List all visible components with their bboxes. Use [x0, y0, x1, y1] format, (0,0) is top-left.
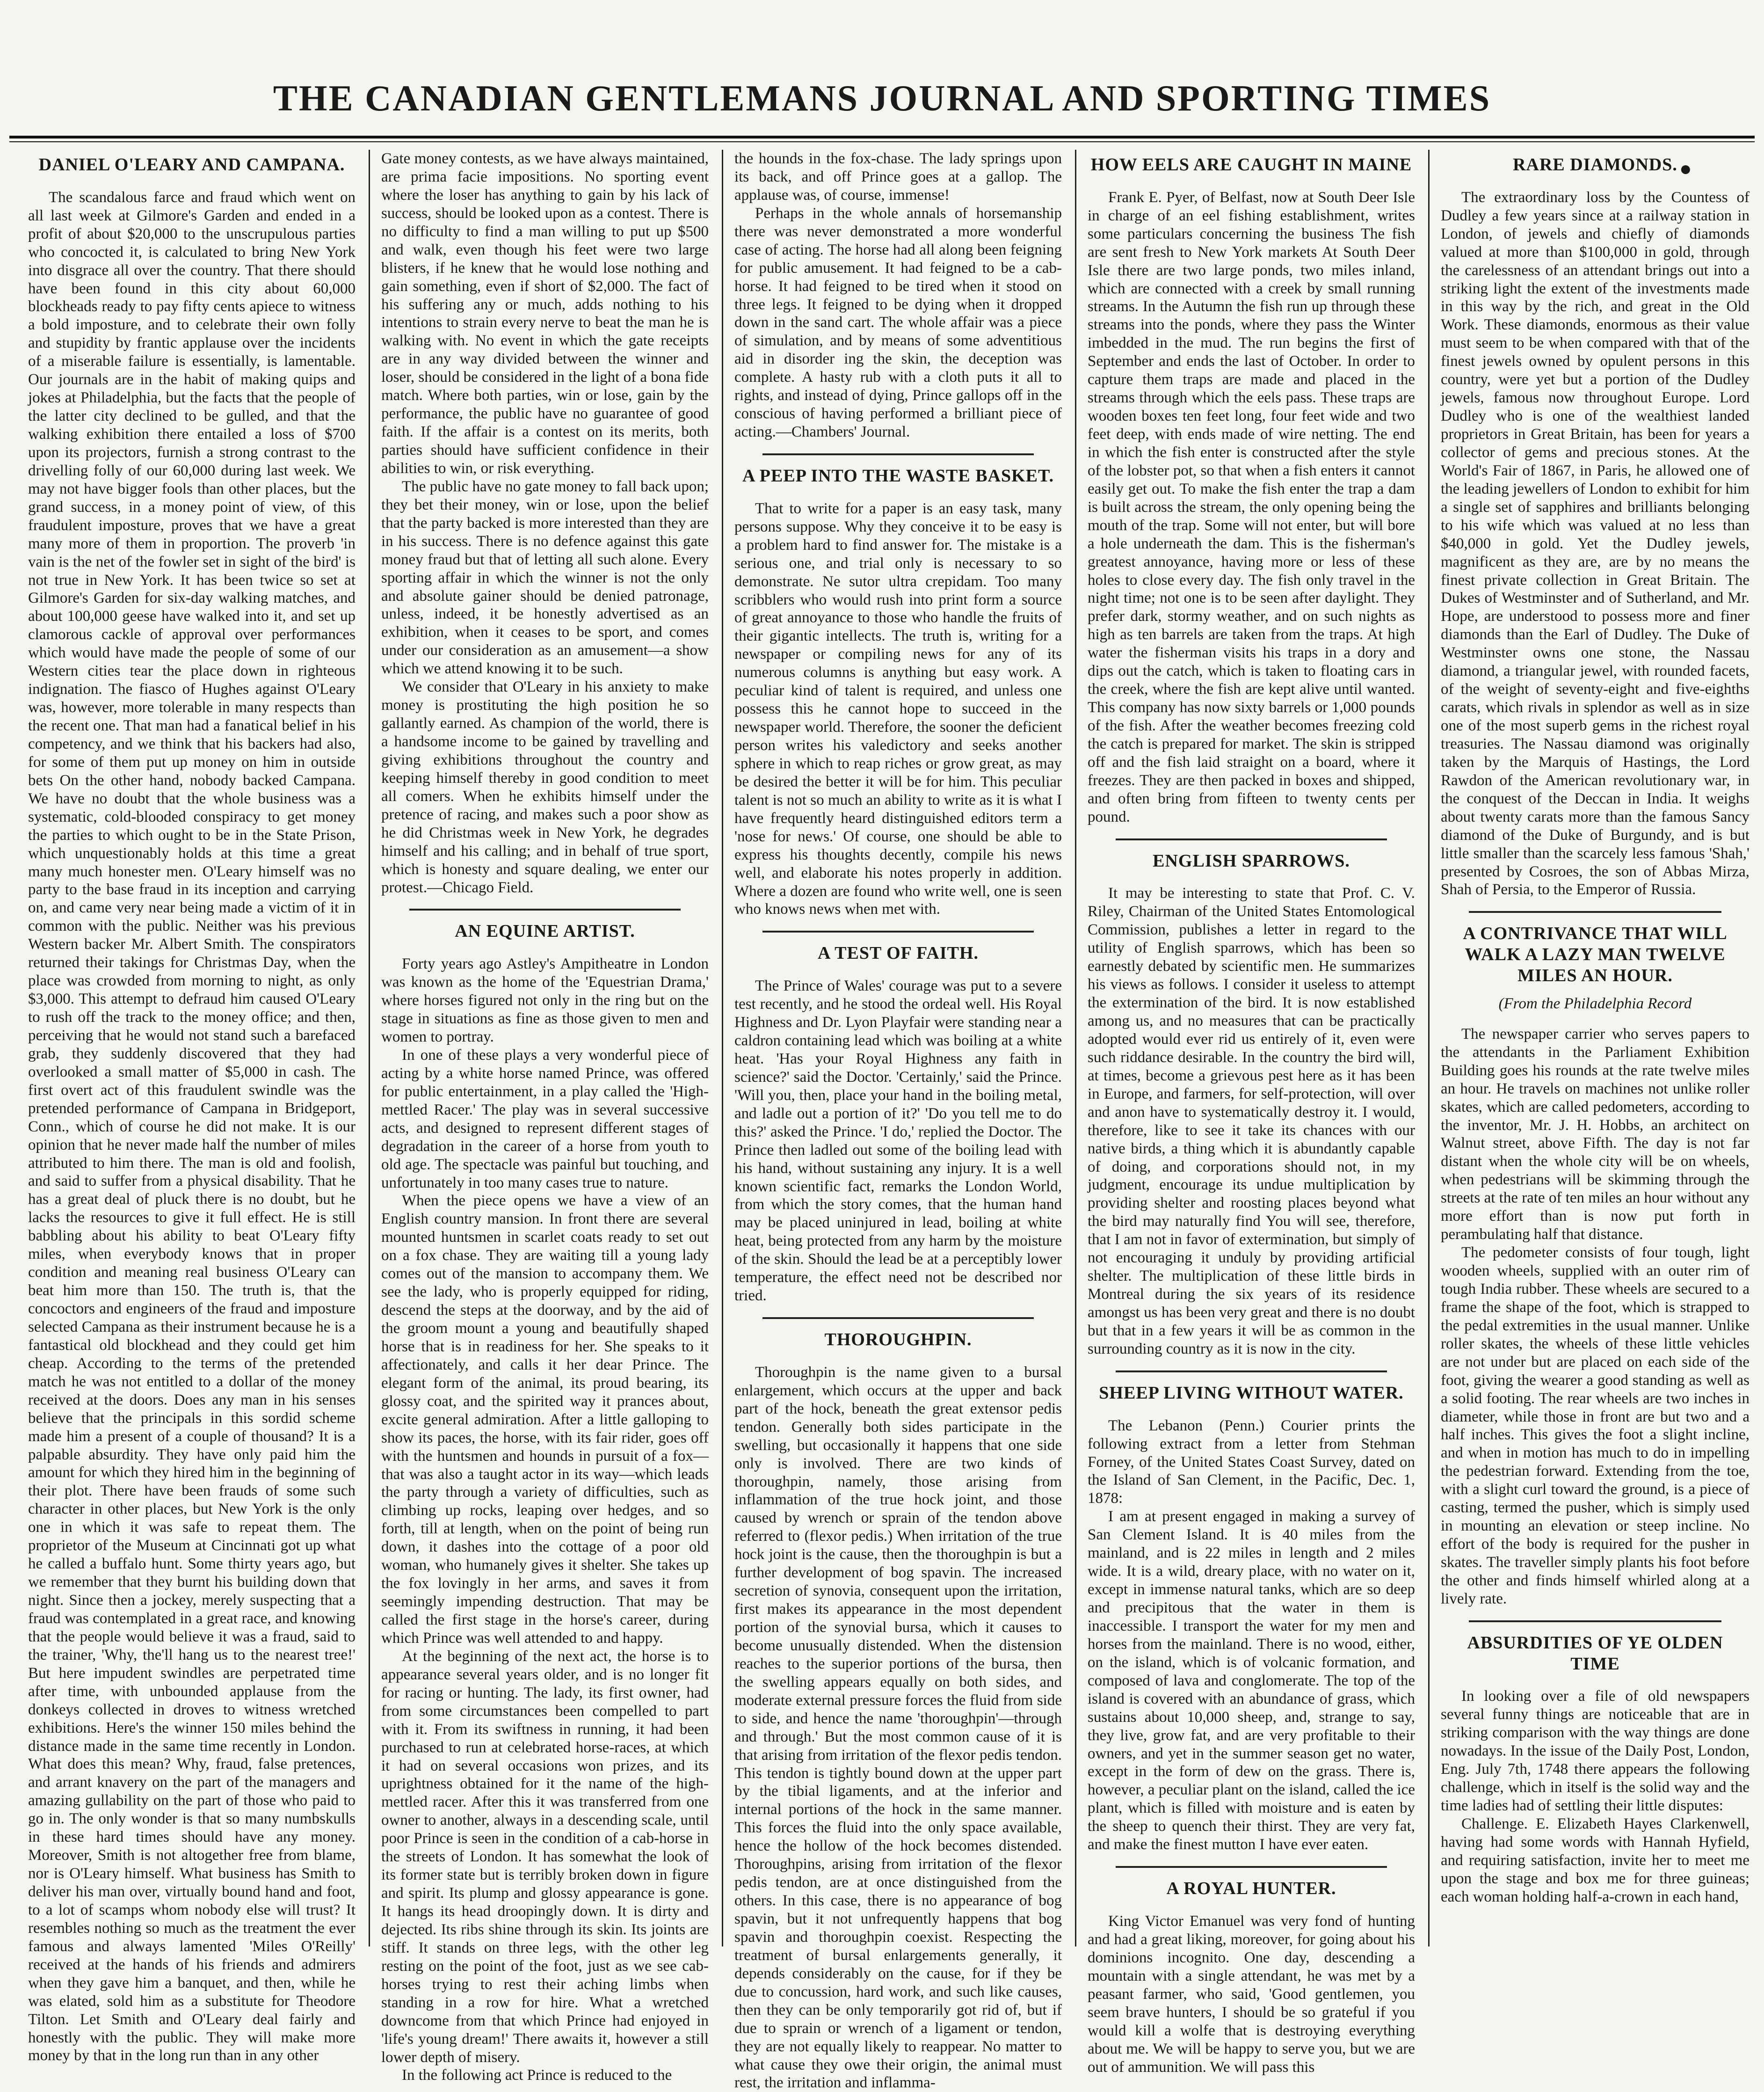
article-paragraph: Perhaps in the whole annals of horsemanship there was never demonstrated a more wonderful case of acting. The horse had all along been feigning for public amusement. It had feigned to be a cab-horse. It had feigned to be tired when it stood on three legs. It feigned to be dying when it dropped down in the sand cart. The whole affair was a piece of simulation, and by means of some adventitious aid in disorder ing the skin, the deception was complete. A hasty rub with a cloth puts it all to rights, and instead of dying, Prince gallops off in the conscious of having performed a brilliant piece of acting.—Chambers' Journal. [734, 204, 1062, 441]
article-separator [1116, 838, 1387, 840]
column-divider [369, 150, 370, 1946]
article-heading: RARE DIAMONDS. [1513, 155, 1677, 175]
article-paragraph: The Prince of Wales' courage was put to a severe test recently, and he stood the ordeal well. His Royal Highness and Dr. Lyon Playfair were standing near a caldron containing lead which was boiling at a white heat. 'Has your Royal Highness any faith in science?' said the Doctor. 'Certainly,' said the Prince. 'Will you, then, place your hand in the boiling metal, and ladle out a portion of it?' 'Do you tell me to do this?' asked the Prince. 'I do,' replied the Doctor. The Prince then ladled out some of the boiling lead with his hand, without sustaining any injury. It is a well known scientific fact, remarks the London World, from which the story comes, that the human hand may be placed uninjured in lead, boiling at white heat, being protected from any harm by the moisture of the skin. Should the lead be at a perceptibly lower temperature, the effect need not be described nor tried. [734, 977, 1062, 1305]
column-1 [28, 150, 356, 2064]
article-heading: A ROYAL HUNTER. [1166, 1879, 1336, 1899]
article-paragraph: At the beginning of the next act, the horse is to appearance several years older, and is no longer fit for racing or hunting. The lady, its first owner, had from some circumstances been compelled to part with it. From its swiftness in running, it had been purchased to run at celebrated horse-races, at which it had on several occasions won prizes, and its uprightness obtained for it the name of the high-mettled racer. After this it was transferred from one owner to another, always in a descending scale, until poor Prince is seen in the condition of a cab-horse in the streets of London. It has somewhat the look of its former state but is terribly broken down in figure and spirit. Its plump and glossy appearance is gone. It hangs its head droopingly down. It is dirty and dejected. Its ribs shine through its skin. Its joints are stiff. It stands on three legs, with the other leg resting on the point of the foot, just as we see cab-horses trying to rest their aching limbs when standing in a row for hire. What a wretched downcome from that which Prince had enjoyed in 'life's young dream!' There awaits it, however a still lower depth of misery. [381, 1647, 709, 2066]
column-2 [381, 150, 709, 2084]
article-heading: A CONTRIVANCE THAT WILL WALK A LAZY MAN TWELVE MILES AN HOUR. [1463, 924, 1728, 986]
article-separator [409, 909, 681, 911]
article-paragraph: That to write for a paper is an easy task, many persons suppose. Why they conceive it to be easy is a problem hard to find answer for. The mistake is a serious one, and trial only is necessary to so demonstrate. Ne sutor ultra crepidam. Too many scribblers who would rush into print form a source of great annoyance to those who handle the fruits of their gigantic intellects. The truth is, writing for a newspaper or compiling news for any of its numerous columns is anything but easy work. A peculiar kind of talent is required, and unless one possess this he cannot hope to succeed in the newspaper world. Therefore, the sooner the deficient person writes his valedictory and seeks another sphere in which to reap riches or grow great, as may be desired the better it will be for him. This peculiar talent is not so much an ability to write as it is what I have frequently heard distinguished editors term a 'nose for news.' Of course, one should be able to express his thoughts decently, compile his news well, and elaborate his notes properly in addition. Where a dozen are found who write well, one is seen who knows news when met with. [734, 500, 1062, 918]
article-paragraph: Challenge. E. Elizabeth Hayes Clarkenwell, having had some words with Hannah Hyfield, and requiring satisfaction, invite her to meet me upon the stage and box me for three guineas; each woman holding half-a-crown in each hand, [1441, 1815, 1749, 1905]
column-divider [1075, 150, 1076, 1946]
article-separator [1469, 1620, 1721, 1622]
masthead: THE CANADIAN GENTLEMANS JOURNAL AND SPORTING TIMES [273, 78, 1491, 118]
article-paragraph: When the piece opens we have a view of an English country mansion. In front there are several mounted huntsmen in scarlet coats ready to set out on a fox chase. They are waiting till a young lady comes out of the mansion to accompany them. We see the lady, who is properly equipped for riding, descend the steps at the doorway, and by the aid of the groom mount a young and beautifully shaped horse that is in readiness for her. She speaks to it affectionately, and calls it her dear Prince. The elegant form of the animal, its proud bearing, its glossy coat, and the spirited way it prances about, excite general admiration. After a little galloping to show its paces, the horse, with its fair rider, goes off with the huntsmen and hounds in pursuit of a fox—that was also a taught actor in its way—which leads the party through a variety of difficulties, such as climbing up rocks, leaping over hedges, and so forth, till at length, when on the point of being run down, it dashes into the cottage of a poor old woman, who humanely gives it shelter. She takes up the fox lovingly in her arms, and saves it from seemingly impending destruction. That may be called the first stage in the horse's career, during which Prince was well attended to and happy. [381, 1192, 709, 1647]
article-paragraph: In the following act Prince is reduced to the [402, 2067, 672, 2084]
article-separator [762, 1317, 1034, 1319]
column-3 [734, 150, 1062, 2092]
article-paragraph: The Lebanon (Penn.) Courier prints the following extract from a letter from Stehman Forney, of the United States Coast Survey, dated on the Island of San Clement, in the Pacific, Dec. 1, 1878: [1088, 1417, 1415, 1507]
article-paragraph: In one of these plays a very wonderful piece of acting by a white horse named Prince, was offered for public entertainment, in a play called the 'High-mettled Racer.' The play was in several successive acts, and designed to represent different stages of degradation in the career of a horse from youth to old age. The spectacle was painful but touching, and unfortunately in too many cases true to nature. [381, 1046, 709, 1191]
article-paragraph: King Victor Emanuel was very fond of hunting and had a great liking, moreover, for going about his dominions incognito. One day, descending a mountain with a single attendant, he was met by a peasant farmer, who said, 'Good gentlemen, you seem brave hunters, I should be so grateful if you would kill a wolfe that is destroying everything about me. We will be happy to serve you, but we are out of ammunition. We will pass this [1088, 1913, 1415, 2076]
article-paragraph: the hounds in the fox-chase. The lady springs upon its back, and off Prince goes at a gallop. The applause was, of course, immense! [734, 150, 1062, 204]
article-heading: ENGLISH SPARROWS. [1153, 851, 1350, 871]
article-separator [762, 931, 1034, 933]
column-divider [722, 150, 723, 1946]
article-heading: A PEEP INTO THE WASTE BASKET. [742, 466, 1054, 486]
article-separator [762, 453, 1034, 455]
article-paragraph: In looking over a file of old newspapers several funny things are noticeable that are in striking comparison with the way things are done nowadays. In the issue of the Daily Post, London, Eng. July 7th, 1748 there appears the following challenge, which in itself is the solid way and the time ladies had of settling their little disputes: [1441, 1688, 1749, 1815]
article-heading: SHEEP LIVING WITHOUT WATER. [1099, 1383, 1404, 1403]
article-source: (From the Philadelphia Record [1498, 995, 1692, 1012]
article-separator [1469, 911, 1721, 913]
masthead-rule [9, 136, 1755, 142]
article-separator [1116, 1866, 1387, 1868]
article-heading: THOROUGHPIN. [824, 1330, 972, 1350]
article-paragraph: The pedometer consists of four tough, light wooden wheels, supplied with an outer rim of tough India rubber. These wheels are secured to a frame the shape of the foot, which is strapped to the pedal extremities in the usual manner. Unlike roller skates, the wheels of these little vehicles are not under but are placed on each side of the foot, giving the wearer a good standing as well as a solid footing. The rear wheels are two inches in diameter, while those in front are but two and a half inches. This gives the foot a slight incline, and when in motion has much to do in impelling the pedestrian forward. Extending from the toe, with a slight curl toward the ground, is a piece of casting, termed the pusher, which is simply used in mounting an elevation or steep incline. No effort of the body is required for the pusher in skates. The traveller simply plants his foot before the other and finds himself whirled along at a lively rate. [1441, 1244, 1749, 1607]
ink-spot-mark: ● [1679, 157, 1692, 180]
article-heading: A TEST OF FAITH. [817, 943, 979, 963]
article-paragraph: Gate money contests, as we have always maintained, are prima facie impositions. No sporting event where the loser has anything to gain by his lack of success, should be looked upon as a contest. There is no difficulty to find a man willing to put up $500 and walk, even though his feet were two large blisters, if he knew that he would lose nothing and gain something, even if short of $2,000. The fact of his suffering any or much, adds nothing to his intentions to strain every nerve to beat the man he is walking with. No event in which the gate receipts are in any way divided between the winner and loser, should be considered in the light of a bona fide match. Where both parties, win or lose, gain by the performance, the public have no guarantee of good faith. If the affair is a contest on its merits, both parties should have sufficient confidence in their abilities to win, or risk everything. [381, 150, 709, 477]
article-paragraph: Forty years ago Astley's Ampitheatre in London was known as the home of the 'Equestrian Drama,' where horses figured not only in the ring but on the stage in situations as fine as those given to men and women to portray. [381, 955, 709, 1046]
article-paragraph: It may be interesting to state that Prof. C. V. Riley, Chairman of the United States Entomological Commission, publishes a letter in regard to the utility of English sparrows, which has been so earnestly debated by scientific men. He summarizes his views as follows. I consider it useless to attempt the extermination of the bird. It is now established among us, and no measures that can be practically adopted would ever rid us entirely of it, even were such riddance desirable. In the country the bird will, at times, become a grievous pest here as it has been in Europe, and farmers, for self-protection, will over and anon have to systematically destroy it. I would, therefore, like to see it take its chances with our native birds, a thing which it is abundantly capable of doing, and corporations should not, in my judgment, encourage its undue multiplication by providing shelter and roosting places beyond what the bird may naturally find You will see, therefore, that I am not in favor of extermination, but simply of not encouraging it unduly by providing artificial shelter. The multiplication of these little birds in Montreal during the six years of its residence amongst us has been very great and there is no doubt but that in a few years it will be as common in the surrounding country as it is now in the city. [1088, 885, 1415, 1357]
column-5 [1441, 150, 1749, 1946]
article-paragraph: The public have no gate money to fall back upon; they bet their money, win or lose, upon the belief that the party backed is more interested than they are in his success. There is no defence against this gate money fraud but that of letting all such alone. Every sporting affair in which the winner is not the only and absolute gainer should be denied patronage, unless, indeed, it be honestly advertised as an exhibition, when it ceases to be sport, and comes under our consideration as an amusement—a show which we attend knowing it to be such. [381, 478, 709, 678]
article-heading: DANIEL O'LEARY AND CAMPANA. [38, 155, 345, 175]
article-paragraph: The newspaper carrier who serves papers to the attendants in the Parliament Exhibition Building goes his rounds at the rate twelve miles an hour. He travels on machines not unlike roller skates, which are called pedometers, according to the inventor, Mr. J. H. Hobbs, an architect on Walnut street, above Fifth. The day is not far distant when the whole city will be on wheels, when pedestrians will be skimming through the streets at the rate of ten miles an hour without any more effort than is now put forth in perambulating half that distance. [1441, 1025, 1749, 1243]
article-heading: ABSURDITIES OF YE OLDEN TIME [1467, 1633, 1723, 1674]
article-paragraph: Thoroughpin is the name given to a bursal enlargement, which occurs at the upper and back part of the hock, beneath the great extensor pedis tendon. Generally both sides participate in the swelling, but occasionally it happens that one side only is involved. There are two kinds of thoroughpin, namely, those arising from inflammation of the true hock joint, and those caused by wrench or sprain of the tendon above referred to (flexor pedis.) When irritation of the true hock joint is the cause, then the thoroughpin is but a further development of bog spavin. The increased secretion of synovia, consequent upon the irritation, first makes its appearance in the most dependent portion of the synovial bursa, which it causes to become unusually distended. When the distension reaches to the superior portions of the bursa, then the swelling appears equally on both sides, and moderate external pressure forces the fluid from side to side, and hence the name 'thoroughpin'—through and through.' But the most common cause of it is that arising from irritation of the flexor pedis tendon. This tendon is tightly bound down at the upper part by the tibial ligaments, and at the inferior and internal portions of the hock in the same manner. This forces the fluid into the only space available, hence the hollow of the hock becomes distended. Thoroughpins, arising from irritation of the flexor pedis tendon, are at once distinguished from the others. In this case, there is no appearance of bog spavin, but it not unfrequently happens that bog spavin and thoroughpin coexist. Respecting the treatment of bursal enlargements generally, it depends considerably on the cause, for if they be due to concussion, hard work, and such like causes, then they can be only temporarily got rid of, but if due to sprain or wrench of a ligament or tendon, they are not equally likely to reappear. No matter to what cause they owe their origin, the animal must rest, the irritation and inflamma- [734, 1363, 1062, 2092]
article-separator [1116, 1370, 1387, 1372]
article-paragraph: The scandalous farce and fraud which went on all last week at Gilmore's Garden and ended in a profit of about $20,000 to the unscrupulous parties who concocted it, is calculated to bring New York into disgrace all over the country. That there should have been found in this city about 60,000 blockheads ready to pay fifty cents apiece to witness a bold imposture, and to celebrate their own folly and stupidity by frantic applause over the incidents of a miserable failure is essentially, is lamentable. Our journals are in the habit of making quips and jokes at Philadelphia, but the facts that the people of the latter city declined to be gulled, and that the walking exhibition there entailed a loss of $700 upon its projectors, furnish a strong contrast to the drivelling folly of our 60,000 during last week. We may not have bigger fools than other places, but the grand success, in a money point of view, of this fraudulent imposture, proves that we have a great many more of them in proportion. The proverb 'in vain is the net of the fowler set in sight of the bird' is not true in New York. It has been twice so set at Gilmore's Garden for six-day walking matches, and about 100,000 geese have walked into it, and set up clamorous cackle of approval over performances which would have made the people of some of our Western cities tear the place down in righteous indignation. The fiasco of Hughes against O'Leary was, however, more tolerable in many respects than the recent one. That man had a fanatical belief in his competency, and we think that his backers had also, for some of them put up money on him in outside bets On the other hand, nobody backed Campana. We have no doubt that the whole business was a systematic, cold-blooded conspiracy to get money the parties to which ought to be in the State Prison, which unquestionably holds at this time a great many much honester men. O'Leary himself was no party to the base fraud in its inception and carrying on, and came very near being made a victim of it in common with the public. Neither was his previous Western backer Mr. Albert Smith. The conspirators returned their takings for Christmas Day, when the place was crowded from morning to night, as only $3,000. This attempt to defraud him caused O'Leary to rush off the track to the money office; and then, perceiving that he would not stand such a barefaced grab, they suddenly discovered that they had overlooked a small matter of $5,000 in cash. The first overt act of this fraudulent swindle was the pretended performance of Campana in Bridgeport, Conn., which of course he did not make. It is our opinion that he never made half the number of miles attributed to him there. The man is old and foolish, and said to suffer from a physical disability. That he has a great deal of pluck there is no doubt, but he lacks the resources to give it full effect. He is still babbling about his ability to beat O'Leary fifty miles, when everybody knows that in proper condition and meaning real business O'Leary can beat him more than 150. The truth is, that the concoctors and engineers of the fraud and imposture selected Campana as their instrument because he is a fantastical old blockhead and they could get him cheap. According to the terms of the pretended match he was not entitled to a dollar of the money received at the doors. Does any man in his senses believe that the principals in this sordid scheme made him a present of a couple of thousand? It is a palpable absurdity. They have only paid him the amount for which they hired him in the beginning of their plot. There have been frauds of some such character in other places, but New York is the only one in which it was safe to repeat them. The proprietor of the Museum at Cincinnati got up what he called a buffalo hunt. Some thirty years ago, but we remember that they burnt his building down that night. Since then a jockey, merely suspecting that a fraud was contemplated in a great race, and knowing that the people would believe it was a fraud, said to the trainer, 'Why, the'll hang us to the nearest tree!' But here impudent swindles are perpetrated time after time, with unbounded applause from the donkeys collected in droves to witness wretched exhibitions. Here's the winner 150 miles behind the distance made in the same time recently in London. What does this mean? Why, fraud, false pretences, and arrant knavery on the part of the managers and amazing gullability on the part of those who paid to go in. The only wonder is that so many numbskulls in these hard times should have any money. Moreover, Smith is not altogether free from blame, nor is O'Leary himself. What business has Smith to deliver his man over, virtually bound hand and foot, to a lot of scamps whom nobody else will trust? It resembles nothing so much as the treatment the ever famous and always lamented 'Miles O'Reilly' received at the hands of his friends and admirers when they gave him a banquet, and then, while he was elated, sold him as a substitute for Theodore Tilton. Let Smith and O'Leary deal fairly and honestly with the public. They will make more money by that in the long run than in any other [28, 189, 356, 2064]
article-paragraph: We consider that O'Leary in his anxiety to make money is prostituting the high position he so gallantly earned. As champion of the world, there is a handsome income to be gained by travelling and giving exhibitions throughout the country and keeping himself thereby in good condition to meet all comers. When he exhibits himself under the pretence of racing, and makes such a poor show as he did Christmas week in New York, he degrades himself and his calling; and in behalf of true sport, which is honesty and square dealing, we enter our protest.—Chicago Field. [381, 678, 709, 896]
column-divider [1428, 150, 1430, 1946]
article-paragraph: Frank E. Pyer, of Belfast, now at South Deer Isle in charge of an eel fishing establishment, writes some particulars concerning the business The fish are sent fresh to New York markets At South Deer Isle there are two large ponds, two miles inland, which are connected with a creek by small running streams. In the Autumn the fish run up through these streams into the ponds, where they pass the Winter imbedded in the mud. The run begins the first of September and ends the last of October. In order to capture them traps are made and placed in the streams through which the eels pass. These traps are wooden boxes ten feet long, four feet wide and two feet deep, with ends made of wire netting. The end in which the fish enter is constructed after the style of the lobster pot, so that when a fish enters it cannot easily get out. To make the fish enter the trap a dam is built across the stream, the only opening being the mouth of the trap. Some will not enter, but will bore a hole underneath the dam. This is the fisherman's greatest annoyance, having more or less of these holes to close every day. The fish only travel in the night time; not one is to be seen after daylight. They prefer dark, stormy weather, and on such nights as high as ten barrels are taken from the traps. At high water the fisherman visits his traps in a dory and dips out the catch, which is taken to floating cars in the creek, where the fish are kept alive until wanted. This company has now sixty barrels or 1,000 pounds of the fish. After the weather becomes freezing cold the catch is prepared for market. The skin is stripped off and the fish laid straight on a board, where it freezes. They are then packed in boxes and shipped, and often bring from fifteen to twenty cents per pound. [1088, 189, 1415, 825]
article-heading: HOW EELS ARE CAUGHT IN MAINE [1090, 155, 1412, 175]
column-4 [1088, 150, 1415, 2076]
article-paragraph: The extraordinary loss by the Countess of Dudley a few years since at a railway station in London, of jewels and chiefly of diamonds valued at more than $100,000 in gold, through the carelessness of an attendant brings out into a striking light the extent of the investments made in this way by the rich, and great in the Old Work. These diamonds, enormous as their value must seem to be when compared with that of the finest jewels owned by opulent persons in this country, were yet but a portion of the Dudley jewels, famous now throughout Europe. Lord Dudley who is one of the wealthiest landed proprietors in Great Britain, has been for years a collector of gems and precious stones. At the World's Fair of 1867, in Paris, he allowed one of the leading jewellers of London to exhibit for him a single set of sapphires and brilliants belonging to his wife which was valued at no less than $40,000 in gold. Yet the Dudley jewels, magnificent as they are, are by no means the finest private collection in Great Britain. The Dukes of Westminster and of Sutherland, and Mr. Hope, are understood to possess more and finer diamonds than the Earl of Dudley. The Duke of Westminster owns one stone, the Nassau diamond, a triangular jewel, with rounded facets, of the weight of seventy-eight and five-eighths carats, which rivals in splendor as well as in size one of the most superb gems in the richest royal treasuries. The Nassau diamond was originally taken by the Marquis of Hastings, the Lord Rawdon of the American revolutionary war, in the conquest of the Deccan in India. It weighs about twenty carats more than the famous Sancy diamond of the Duke of Burgundy, and is but little smaller than the scarcely less famous 'Shah,' presented by Cosroes, the son of Abbas Mirza, Shah of Persia, to the Emperor of Russia. [1441, 189, 1749, 898]
article-paragraph: I am at present engaged in making a survey of San Clement Island. It is 40 miles from the mainland, and is 22 miles in length and 2 miles wide. It is a wild, dreary place, with no water on it, except in immense natural tanks, which are so deep and precipitous that the water in them is inaccessible. I transport the water for my men and horses from the mainland. There is no wood, either, on the island, which is of volcanic formation, and composed of lava and conglomerate. The top of the island is covered with an abundance of grass, which sustains about 10,000 sheep, and, strange to say, they live, grow fat, and are very profitable to their owners, and yet in the summer season get no water, except in the form of dew on the grass. There is, however, a peculiar plant on the island, called the ice plant, which is filled with moisture and is eaten by the sheep to quench their thirst. They are very fat, and make the finest mutton I have ever eaten. [1088, 1508, 1415, 1853]
article-heading: AN EQUINE ARTIST. [455, 921, 635, 941]
